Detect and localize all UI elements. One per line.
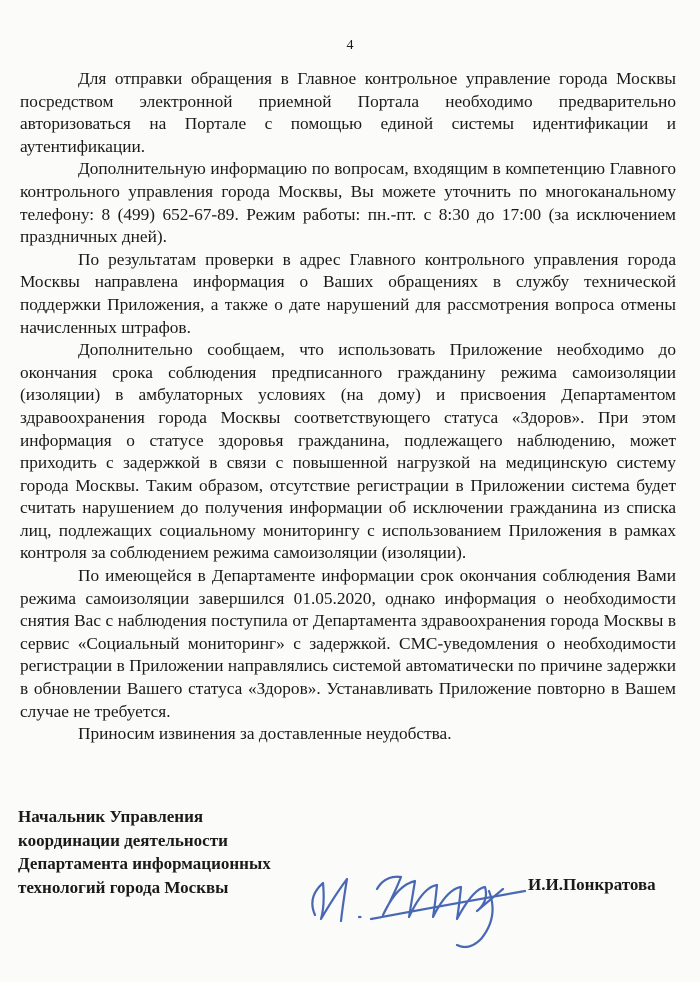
- signatory-title: [18, 805, 271, 899]
- paragraph-apology: Приносим извинения за доставленные неудобства.: [78, 724, 452, 744]
- paragraph-inspection-results: По результатам проверки в адрес Главного контрольного управления города Москвы направлена информация о Ваших обращениях в службу технической поддержки Приложения, а также о дате нарушений для рассмотрения вопроса отмены начисленных штрафов.: [20, 249, 676, 337]
- signatory-title-line: технологий города Москвы: [18, 877, 229, 897]
- paragraph-portal-authorization: Для отправки обращения в Главное контрольное управление города Москвы посредством электронной приемной Портала необходимо предварительно авторизоваться на Портале с помощью единой системы идентификации и аутентификации.: [20, 69, 676, 156]
- signatory-title-line: координации деятельности: [18, 830, 228, 850]
- paragraph-self-isolation-status: По имеющейся в Департаменте информации срок окончания соблюдения Вами режима самоизоляции завершился 01.05.2020, однако информация о необходимости снятия Вас с наблюдения поступила от Департамента здравоохранения города Москвы в сервис «Социальный мониторинг» с задержкой. СМС-уведомления о необходимости регистрации в Приложении направлялись системой автоматически по причине задержки в обновлении Вашего статуса «Здоров». Устанавливать Приложение повторно в Вашем случае не требуется.: [20, 566, 676, 721]
- signatory-title-line: Начальник Управления: [18, 807, 204, 826]
- paragraph-app-usage: Дополнительно сообщаем, что использовать Приложение необходимо до окончания срока соблюдения предписанного гражданину режима самоизоляции (изоляции) в амбулаторных условиях (на дому) и присвоения Департаментом здравоохранения города Москвы соответствующего статуса «Здоров». При этом информация о статусе здоровья гражданина, подлежащего наблюдению, может приходить с задержкой в связи с повышенной нагрузкой на медицинскую систему города Москвы. Таким образом, отсутствие регистрации в Приложении система будет считать нарушением до получения информации об исключении гражданина из списка лиц, подлежащих социальному мониторингу с использованием Приложения в рамках контроля за соблюдением режима самоизоляции (изоляции).: [20, 340, 676, 563]
- paragraph-contact-phone: Дополнительную информацию по вопросам, входящим в компетенцию Главного контрольного управления города Москвы, Вы можете уточнить по многоканальному телефону: 8 (499) 652-67-89. Режим работы: пн.-пт. с 8:30 до 17:00 (за исключением праздничных дней).: [20, 159, 676, 247]
- letter-body: [20, 68, 676, 746]
- handwritten-signature: [285, 845, 545, 955]
- signatory-name: И.И.Понкратова: [528, 875, 656, 894]
- signatory-title-line: Департамента информационных: [18, 854, 271, 873]
- page-number: 4: [346, 38, 354, 53]
